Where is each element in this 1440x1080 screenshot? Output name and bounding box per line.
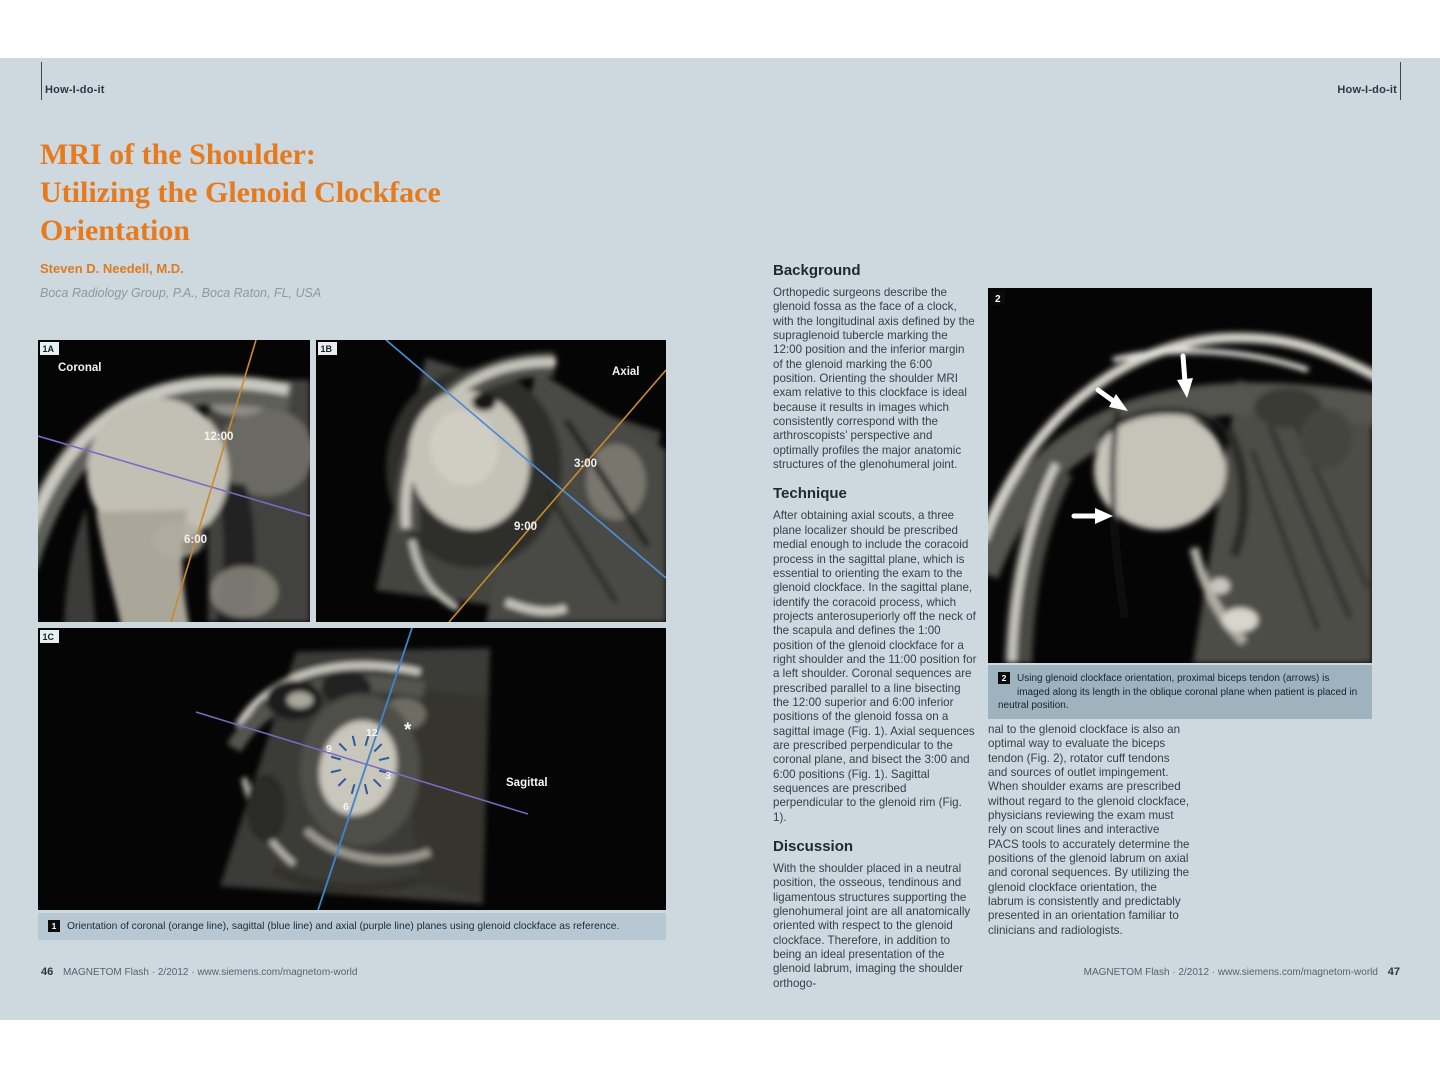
author-name: Steven D. Needell, M.D. <box>40 261 184 276</box>
clock-label-600: 6:00 <box>184 534 208 546</box>
mri-coronal-image <box>38 340 310 622</box>
title-line-1: MRI of the Shoulder: <box>40 138 316 171</box>
figure1-caption-bar <box>38 913 666 940</box>
panel-badge-1b-text: 1B <box>320 344 333 354</box>
clock-number-3: 3 <box>385 770 391 782</box>
panel-badge-2 <box>991 291 1005 305</box>
figure1-panel-coronal <box>38 340 310 622</box>
clock-label-1200: 12:00 <box>204 431 234 443</box>
text-column-1 <box>773 262 977 1004</box>
footer-right <box>1000 966 1400 978</box>
panel-badge-1c <box>40 630 59 643</box>
clock-number-6: 6 <box>343 801 349 813</box>
panel-badge-1a-text: 1A <box>42 344 55 354</box>
panel-badge-1a <box>40 342 59 355</box>
section-kicker-left: How-I-do-it <box>45 84 105 96</box>
figure1-panel-sagittal <box>38 628 666 910</box>
text-column-2 <box>988 723 1192 951</box>
figure1-number-badge: 1 <box>48 920 60 932</box>
figure1-caption-text: Orientation of coronal (orange line), sagittal (blue line) and axial (purple line) planes using glenoid clockface as reference. <box>67 921 620 932</box>
discussion-paragraph: With the shoulder placed in a neutral position, the osseous, tendinous and ligamentous structures supporting the glenohumeral joint are all anatomically oriented with respect to the glenoid clockface. Therefore, in addition to being an ideal presentation of the glenoid labrum, imaging the shoulder orthogo- <box>773 862 971 990</box>
panel-label-axial: Axial <box>612 366 640 378</box>
clock-number-12: 12 <box>366 727 378 739</box>
header-rule-right <box>1400 62 1401 100</box>
clock-label-900: 9:00 <box>514 521 538 533</box>
figure2-panel <box>988 288 1372 663</box>
panel-label-sagittal: Sagittal <box>506 777 548 789</box>
panel-label-coronal: Coronal <box>58 362 102 374</box>
mri-oblique-coronal-image <box>988 288 1372 663</box>
background-heading: Background <box>773 262 861 279</box>
technique-heading: Technique <box>773 485 847 503</box>
figure2-caption-text: Using glenoid clockface orientation, proximal biceps tendon (arrows) is imaged along its length in the oblique coronal plane when patient is placed in neutral position. <box>998 673 1358 711</box>
figure2-number-badge: 2 <box>998 672 1010 684</box>
mri-axial-image <box>316 340 666 622</box>
discussion-heading: Discussion <box>773 838 854 856</box>
header-rule-left <box>41 62 42 100</box>
author-affiliation: Boca Radiology Group, P.A., Boca Raton, FL, USA <box>40 286 322 300</box>
panel-badge-1c-text: 1C <box>42 632 55 642</box>
mri-sagittal-image <box>38 628 666 910</box>
page-background <box>0 58 1440 1020</box>
footer-left-text: MAGNETOM Flash · 2/2012 · www.siemens.com/magnetom-world <box>63 967 358 978</box>
section-kicker-right: How-I-do-it <box>1337 84 1397 96</box>
title-line-3: Orientation <box>40 214 190 247</box>
footer-left <box>41 966 357 978</box>
panel-badge-2-text: 2 <box>995 294 1001 305</box>
footer-right-text: MAGNETOM Flash · 2/2012 · www.siemens.com/magnetom-world <box>1083 967 1378 978</box>
figure1-panel-axial <box>316 340 666 622</box>
technique-paragraph: After obtaining axial scouts, a three plane localizer should be prescribed medial enough to include the coracoid process in the sagittal plane, which is essential to orienting the exam to the glenoid clockface. In the sagittal plane, identify the coracoid process, which projects anterosuperiorly off the neck of the scapula and defines the 1:00 position of the glenoid clockface for a right shoulder and the 11:00 position for a left shoulder. Coronal sequences are prescribed parallel to a line bisecting the 12:00 superior and 6:00 inferior positions of the glenoid fossa on a sagittal image (Fig. 1). Axial sequences are prescribed perpendicular to the coronal plane, and bisect the 3:00 and 6:00 positions (Fig. 1). Sagittal sequences are prescribed perpendicular to the glenoid rim (Fig. 1). <box>773 509 977 824</box>
title-line-2: Utilizing the Glenoid Clockface <box>40 176 441 209</box>
continuation-paragraph: nal to the glenoid clockface is also an optimal way to evaluate the biceps tendon (Fig. 2), rotator cuff tendons and sources of outlet impingement. When shoulder exams are prescribed without regard to the glenoid clockface, physicians reviewing the exam must rely on scout lines and interactive PACS tools to accurately determine the positions of the glenoid labrum on axial and coronal sequences. By utilizing the glenoid clockface orientation, the labrum is consistently and predictably presented in an orientation familiar to clinicians and radiologists. <box>988 723 1190 937</box>
article-title <box>40 136 600 250</box>
background-paragraph: Orthopedic surgeons describe the glenoid fossa as the face of a clock, with the longitudinal axis defined by the supraglenoid tubercle marking the 12:00 position and the inferior margin of the glenoid marking the 6:00 position. Orienting the shoulder MRI exam relative to this clockface is ideal because it results in images which consistently correspond with the arthroscopists’ perspective and optimally profiles the major anatomic structures of the glenohumeral joint. <box>773 286 975 472</box>
page-number-right: 47 <box>1387 966 1400 978</box>
figure2-caption-bar <box>988 665 1372 719</box>
asterisk-marker: * <box>404 720 412 741</box>
page-number-left: 46 <box>41 966 54 978</box>
clock-label-300: 3:00 <box>574 458 598 470</box>
panel-badge-1b <box>318 342 337 355</box>
clock-number-9: 9 <box>326 743 332 755</box>
